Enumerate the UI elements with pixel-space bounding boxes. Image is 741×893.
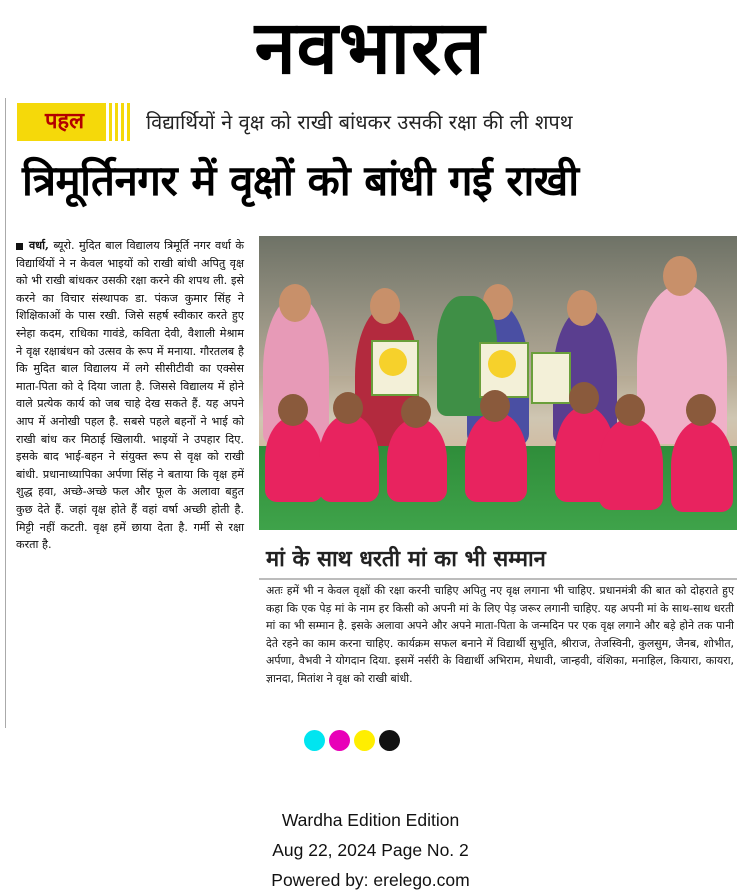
footer-powered-by: Powered by: erelego.com xyxy=(271,870,470,890)
registration-marks xyxy=(304,730,414,752)
photo-placard xyxy=(531,352,571,404)
bullet-icon xyxy=(16,243,23,250)
photo-child xyxy=(465,412,527,502)
photo-child xyxy=(319,414,379,502)
photo-child xyxy=(265,416,323,502)
subheading-rule xyxy=(259,578,737,580)
article-body-column xyxy=(16,237,244,554)
column-rule xyxy=(5,98,6,728)
article-headline: त्रिमूर्तिनगर में वृक्षों को बांधी गई राखी xyxy=(22,156,579,205)
article-photo xyxy=(259,236,737,530)
photo-face xyxy=(663,256,697,296)
photo-child xyxy=(671,420,733,512)
black-registration-dot xyxy=(379,730,400,751)
kicker-tag: पहल xyxy=(17,103,107,141)
photo-teacher xyxy=(637,284,727,444)
article-subheading: मां के साथ धरती मां का भी सम्मान xyxy=(266,547,546,572)
photo-face xyxy=(567,290,597,326)
footer-date-page: Aug 22, 2024 Page No. 2 xyxy=(272,840,469,860)
yellow-registration-dot xyxy=(354,730,375,751)
smiley-icon xyxy=(379,348,407,376)
photo-child xyxy=(599,418,663,510)
photo-child xyxy=(387,418,447,502)
footer-edition: Wardha Edition Edition xyxy=(281,810,460,830)
kicker-text: विद्यार्थियों ने वृक्ष को राखी बांधकर उसकी रक्षा की ली शपथ xyxy=(146,110,573,134)
article-body-text: ब्यूरो. मुदित बाल विद्यालय त्रिमूर्ति नगर वर्धा के विद्यार्थियों ने न केवल भाइयों को राखी बांधी अपितु वृक्ष को भी राखी बांधकर उसकी रक्षा करने की शपथ ली. इसे करने का विचार संस्थापक डा. पंकज कुमार सिंह ने शिक्षिकाओं के पास रखी. जिसे सहर्ष स्वीकार करते हुए स्नेहा कदम, राधिका गावंडे, कविता देवी, वैशाली मेश्राम ने वृक्ष रक्षाबंधन को उत्सव के रूप में मनाया. गौरतलब है कि मुदित बाल विद्यालय में लगे सीसीटीवी का एक्सेस माता-पिता को दे दिया जाता है. जिससे विद्यालय में होने वाले प्रत्येक कार्य को जब चाहे देख सकते हैं. यह अपने आप में अनोखी पहल है. सबसे पहले बहनों ने भाई को राखी बांध कर मिठाई खिलायी. भाइयों ने उपहार दिए. इसके बाद भाई-बहन ने संयुक्त रूप से वृक्ष को राखी बांधी. प्रधानाध्यापिका अर्पणा सिंह ने बताया कि वृक्ष हमें शुद्ध हवा, अच्छे-अच्छे फल और फूल के अलावा बहुत कुछ देते हैं. जहां वृक्ष होते हैं वहां वर्षा अच्छी होती है. मिट्टी नहीं कटती. वृक्ष हमें छाया देता है. गर्मी से रक्षा करता है. xyxy=(16,239,244,552)
newspaper-masthead: नवभारत xyxy=(254,5,486,91)
photo-face xyxy=(569,382,599,414)
smiley-icon xyxy=(488,350,516,378)
kicker-decoration xyxy=(103,103,133,141)
photo-face xyxy=(615,394,645,426)
magenta-registration-dot xyxy=(329,730,350,751)
photo-face xyxy=(370,288,400,324)
photo-face xyxy=(279,284,311,322)
photo-face xyxy=(686,394,716,426)
cyan-registration-dot xyxy=(304,730,325,751)
photo-face xyxy=(333,392,363,424)
photo-face xyxy=(278,394,308,426)
dateline: वर्धा, xyxy=(29,238,49,252)
photo-face xyxy=(401,396,431,428)
article-sub-body: अतः हमें भी न केवल वृक्षों की रक्षा करनी चाहिए अपितु नए वृक्ष लगाना भी चाहिए. प्रधानमंत्री की बात को दोहराते हुए कहा कि एक पेड़ मां के नाम हर किसी को अपनी मां के लिए पेड़ जरूर लगानी चाहिए. यह अपनी मां के साथ-साथ धरती मां का भी सम्मान है. इसके अलावा अपने और अपने माता-पिता के जन्मदिन पर एक वृक्ष लगाने और बड़े होने तक पानी देते रहने का काम करना चाहिए. कार्यक्रम सफल बनाने में विद्यार्थी सुभूति, श्रीराज, तेजस्विनी, कुलसुम, जैनब, शोभीत, अर्पणा, वैभवी ने योगदान दिया. इसमें नर्सरी के विद्यार्थी अभिराम, मेधावी, जान्हवी, वंशिका, मनाहिल, कियारा, कायरा, ज्ञानदा, मितांश ने वृक्ष को राखी बांधी. xyxy=(266,584,734,685)
photo-face xyxy=(480,390,510,422)
